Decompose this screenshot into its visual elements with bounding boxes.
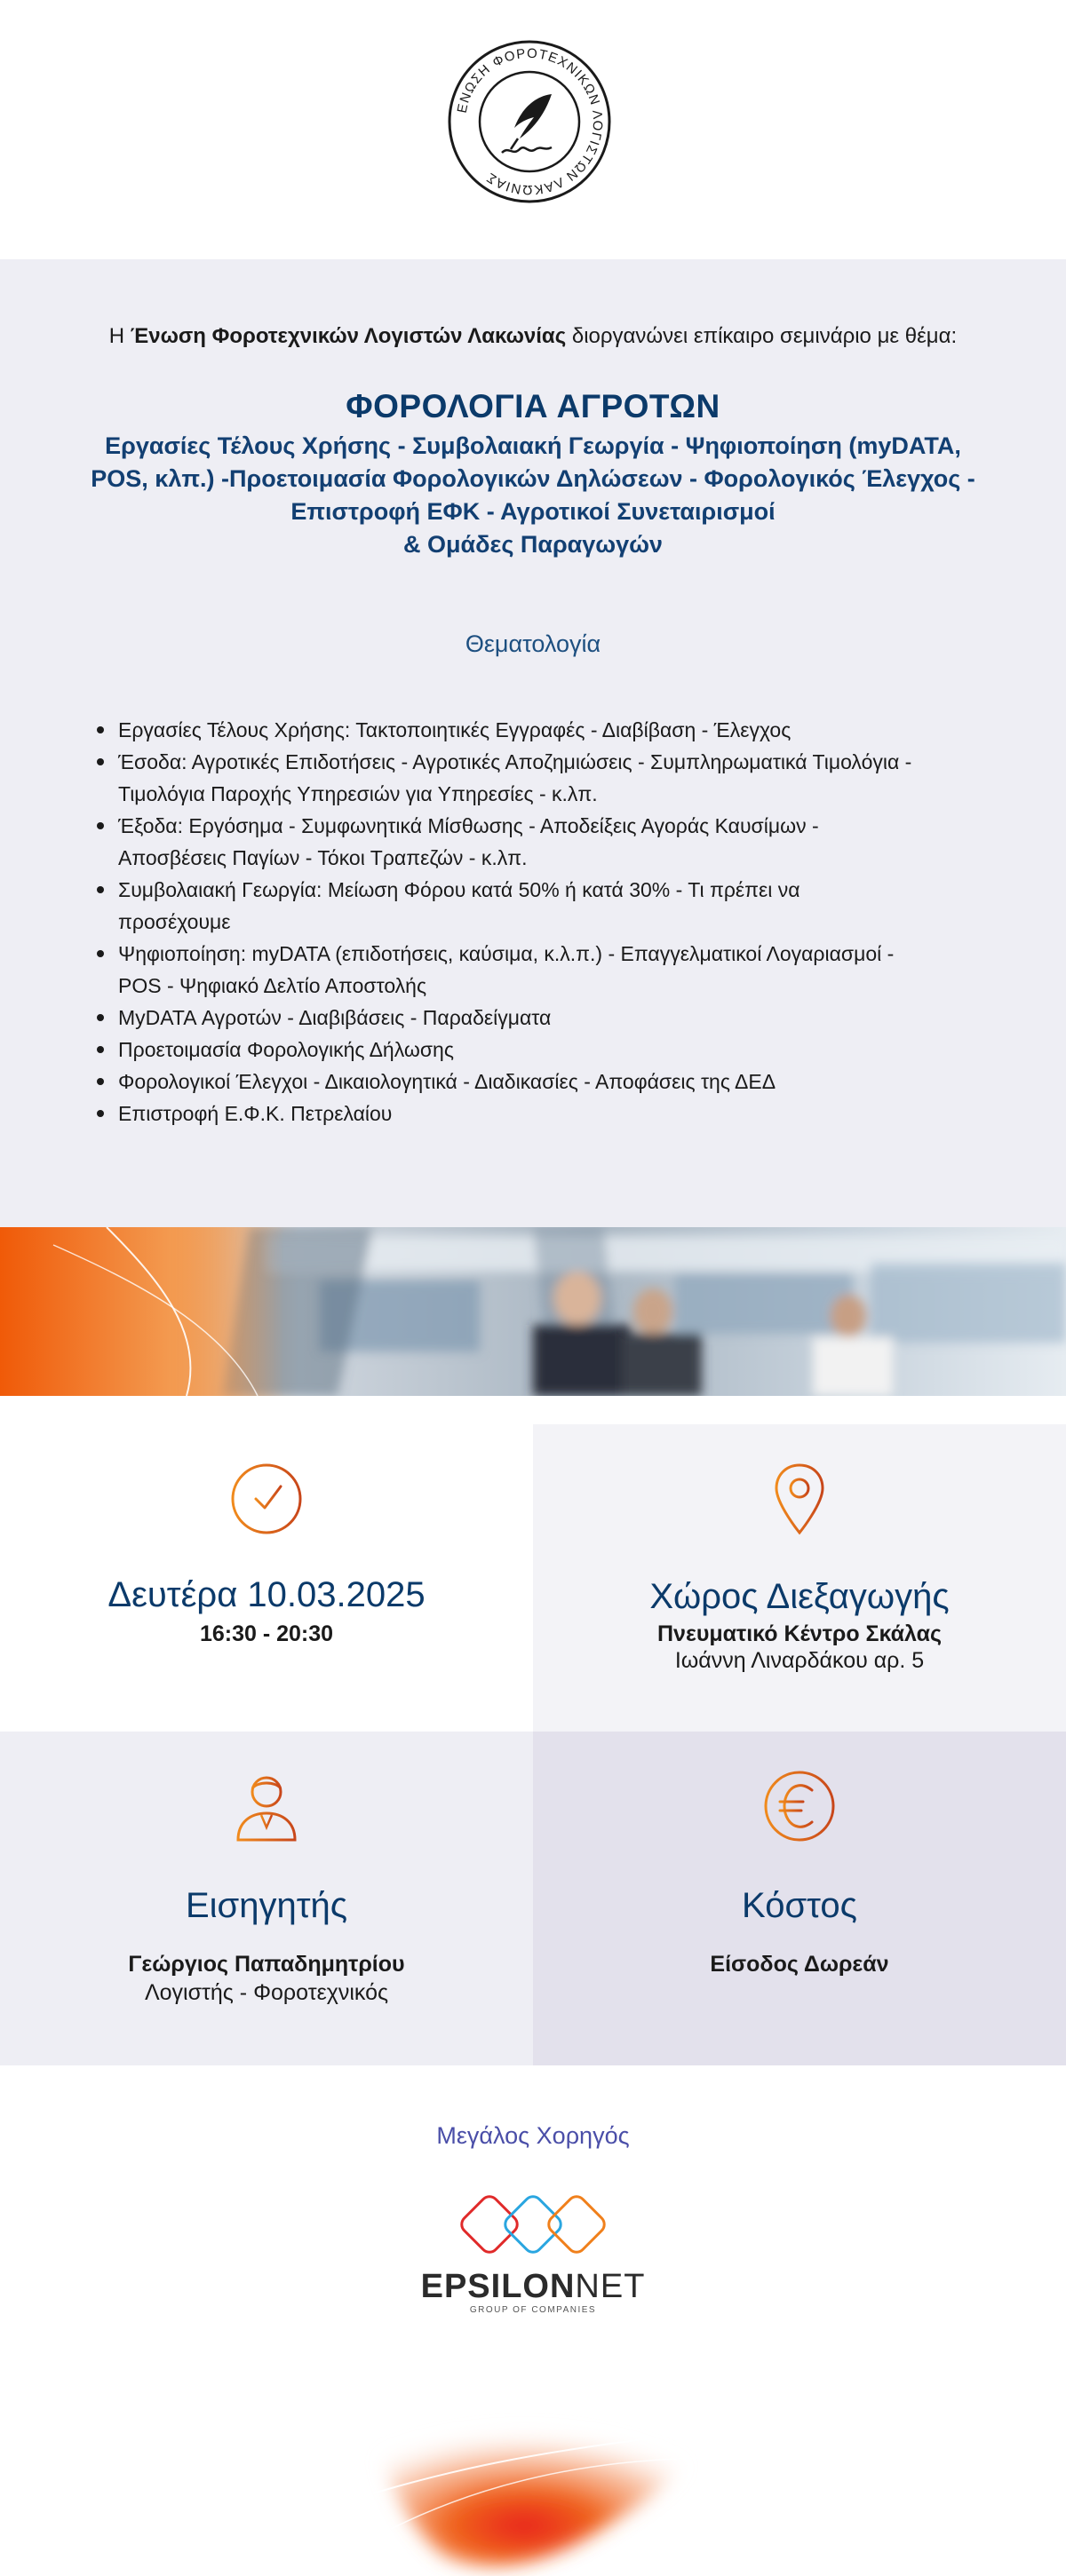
seal-ring-text: ΕΝΩΣΗ ΦΟΡΟΤΕΧΝΙΚΩΝ ΛΟΓΙΣΤΩΝ ΛΑΚΩΝΙΑΣ: [454, 45, 606, 198]
office-meeting-photo: [0, 1227, 1066, 1396]
speaker-heading: Εισηγητής: [185, 1886, 348, 1925]
sponsor-heading: Μεγάλος Χορηγός: [436, 2122, 630, 2149]
topic-item: Επιστροφή Ε.Φ.Κ. Πετρελαίου: [118, 1098, 971, 1129]
euro-icon: [762, 1769, 837, 1843]
topic-item: MyDATA Αγροτών - Διαβιβάσεις - Παραδείγματα: [118, 1002, 971, 1034]
sponsor-tagline: GROUP OF COMPANIES: [469, 2305, 597, 2315]
seminar-time: 16:30 - 20:30: [199, 1621, 334, 1646]
venue-name: Πνευματικό Κέντρο Σκάλας: [657, 1621, 942, 1646]
topics-heading: Θεματολογία: [465, 630, 601, 657]
topic-item: Έσοδα: Αγροτικές Επιδοτήσεις - Αγροτικές Αποζημιώσεις - Συμπληρωματικά Τιμολόγια - Τιμολόγια Παροχής Υπηρεσιών για Υπηρεσίες - κ.λπ.: [118, 746, 971, 810]
cost-value: Είσοδος Δωρεάν: [710, 1952, 889, 1977]
venue-address: Ιωάννη Λιναρδάκου αρ. 5: [674, 1648, 925, 1673]
topics-list: [118, 714, 971, 1129]
subtitle-line: POS, κλπ.) -Προετοιμασία Φορολογικών Δηλώσεων - Φορολογικός Έλεγχος -: [91, 465, 975, 492]
speaker-name: Γεώργιος Παπαδημητρίου: [128, 1952, 405, 1977]
topic-item: Φορολογικοί Έλεγχοι - Δικαιολογητικά - Διαδικασίες - Αποφάσεις της ΔΕΔ: [118, 1066, 971, 1098]
subtitle-line: Εργασίες Τέλους Χρήσης - Συμβολαιακή Γεωργία - Ψηφιοποίηση (myDATA,: [105, 432, 961, 459]
svg-text:ΕΝΩΣΗ ΦΟΡΟΤΕΧΝΙΚΩΝ ΛΟΓΙΣΤΩΝ ΛΑ: [455, 46, 606, 197]
clock-icon: [229, 1462, 304, 1536]
topic-item: Ψηφιοποίηση: myDATA (επιδοτήσεις, καύσιμα, κ.λ.π.) - Επαγγελματικοί Λογαριασμοί - POS - Ψηφιακό Δελτίο Αποστολής: [118, 938, 971, 1002]
seminar-title: ΦΟΡΟΛΟΓΙΑ ΑΓΡΟΤΩΝ: [346, 388, 720, 424]
intro-prefix: Η: [108, 324, 131, 348]
speaker-role: Λογιστής - Φοροτεχνικός: [144, 1980, 389, 2005]
subtitle-line: Επιστροφή ΕΦΚ - Αγροτικοί Συνεταιρισμοί: [290, 498, 776, 525]
topic-item: Συμβολαιακή Γεωργία: Μείωση Φόρου κατά 50% ή κατά 30% - Τι πρέπει να προσέχουμε: [118, 874, 971, 938]
association-seal-logo: [447, 39, 612, 204]
seminar-date: Δευτέρα 10.03.2025: [107, 1575, 426, 1614]
subtitle-line: & Ομάδες Παραγωγών: [403, 531, 663, 558]
topic-item: Έξοδα: Εργόσημα - Συμφωνητικά Μίσθωσης - Αποδείξεις Αγοράς Καυσίμων - Αποσβέσεις Παγίων - Τόκοι Τραπεζών - κ.λπ.: [118, 810, 971, 874]
venue-info-card: [533, 1424, 1066, 1732]
cost-heading: Κόστος: [742, 1886, 857, 1925]
seminar-subtitle: [62, 430, 1004, 561]
user-icon: [229, 1769, 304, 1843]
date-info-card: [0, 1424, 533, 1732]
intro-sentence: [0, 324, 1066, 349]
cost-info-card: [533, 1732, 1066, 2065]
organizer-name: Ένωση Φοροτεχνικών Λογιστών Λακωνίας: [130, 324, 567, 348]
header-logo-area: [0, 0, 1066, 259]
intro-suffix: διοργανώνει επίκαιρο σεμινάριο με θέμα:: [566, 324, 958, 348]
decorative-photo-band: [0, 1227, 1066, 1396]
topic-item: Εργασίες Τέλους Χρήσης: Τακτοποιητικές Εγγραφές - Διαβίβαση - Έλεγχος: [118, 714, 971, 746]
venue-heading: Χώρος Διεξαγωγής: [649, 1577, 950, 1616]
map-pin-icon: [762, 1462, 837, 1536]
topic-item: Προετοιμασία Φορολογικής Δήλωσης: [118, 1034, 971, 1066]
decorative-footer-swoosh: [355, 2405, 728, 2576]
quill-pen-icon: [502, 94, 552, 153]
sponsor-name: EPSILONNET: [420, 2268, 646, 2305]
speaker-info-card: [0, 1732, 533, 2065]
